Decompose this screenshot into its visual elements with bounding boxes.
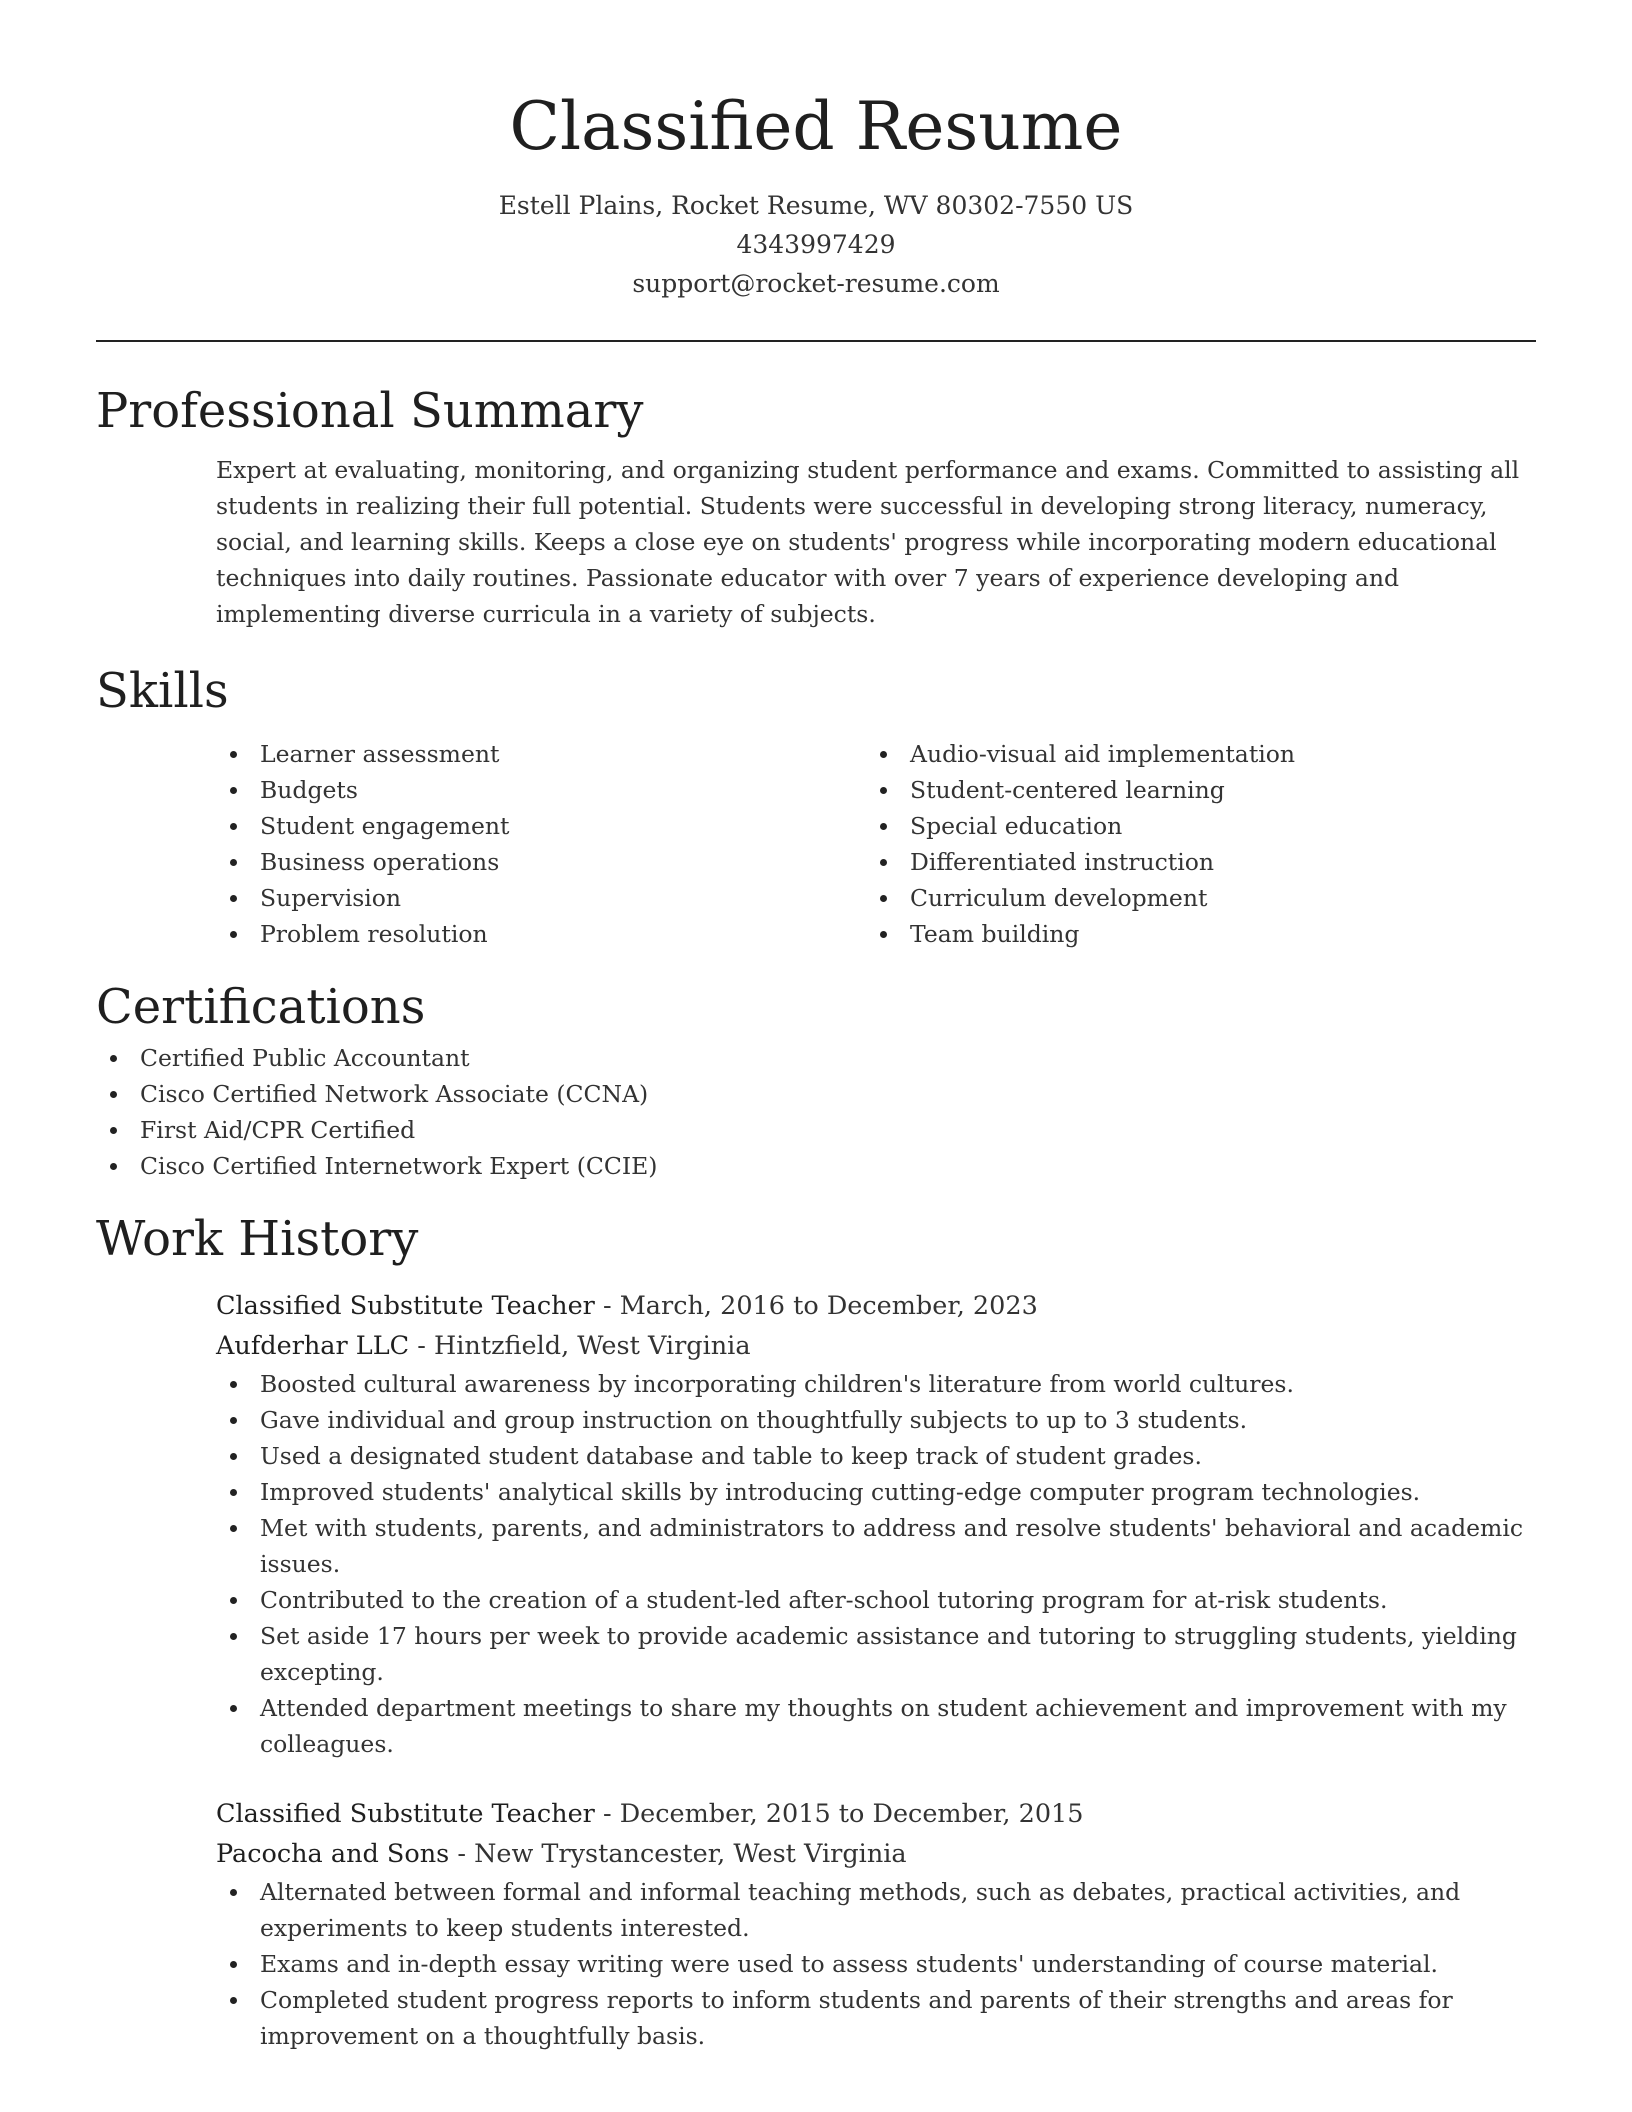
job-duty-item (216, 1874, 1546, 1946)
bullet-icon (230, 1381, 237, 1388)
job-duty-item (216, 1690, 1546, 1762)
certification-label: First Aid/CPR Certified (140, 1116, 416, 1144)
bullet-icon (230, 1489, 237, 1496)
skill-label: Supervision (260, 884, 402, 912)
skill-item (216, 916, 866, 952)
certification-item (96, 1076, 1536, 1112)
skill-item (866, 736, 1516, 772)
bullet-icon (230, 751, 237, 758)
bullet-icon (110, 1163, 117, 1170)
job-company-line: Pacocha and Sons - New Trystancester, West Virginia (216, 1839, 907, 1869)
certifications-list (96, 1040, 1536, 1184)
work-history-section (96, 1206, 1536, 2054)
job-company-line: Aufderhar LLC - Hintzfield, West Virginia (216, 1331, 751, 1361)
certifications-heading: Certifications (96, 979, 426, 1035)
skills-heading: Skills (96, 663, 229, 719)
skill-item (866, 772, 1516, 808)
contact-email: support@rocket-resume.com (632, 269, 1000, 298)
skill-label: Curriculum development (910, 884, 1208, 912)
bullet-icon (230, 1633, 237, 1640)
resume-header (96, 0, 1536, 342)
bullet-icon (880, 823, 887, 830)
skill-label: Student-centered learning (910, 776, 1225, 804)
bullet-icon (230, 1453, 237, 1460)
skill-item (866, 844, 1516, 880)
header-divider (96, 340, 1536, 342)
certification-label: Cisco Certified Network Associate (CCNA) (140, 1080, 649, 1108)
job-duty-item (216, 1438, 1546, 1474)
skill-label: Student engagement (260, 812, 510, 840)
job-duty-text: Improved students' analytical skills by introducing cutting-edge computer program technologies. (260, 1478, 1421, 1506)
bullet-icon (230, 859, 237, 866)
bullet-icon (230, 1889, 237, 1896)
job-title-line: Classified Substitute Teacher - December, 2015 to December, 2015 (216, 1799, 1084, 1829)
job-duties-list (216, 1366, 1546, 1762)
bullet-icon (230, 823, 237, 830)
bullet-icon (230, 1597, 237, 1604)
certification-item (96, 1040, 1536, 1076)
resume-name: Classified Resume (509, 88, 1123, 165)
job-entry (216, 1794, 1536, 2054)
job-duty-text: Alternated between formal and informal teaching methods, such as debates, practical activities, and experiments to keep students interested. (260, 1878, 1461, 1942)
bullet-icon (230, 1705, 237, 1712)
job-duty-text: Attended department meetings to share my thoughts on student achievement and improvement with my colleagues. (260, 1694, 1507, 1758)
skills-grid (216, 736, 1536, 952)
resume-page (96, 0, 1536, 2054)
skill-item (866, 808, 1516, 844)
job-company: Aufderhar LLC (216, 1331, 410, 1361)
job-duty-text: Used a designated student database and table to keep track of student grades. (260, 1442, 1202, 1470)
summary-section (96, 378, 1536, 632)
job-duty-text: Completed student progress reports to inform students and parents of their strengths and areas for improvement on a thoughtfully basis. (260, 1986, 1453, 2050)
bullet-icon (880, 751, 887, 758)
skills-list-right (866, 736, 1516, 952)
skill-item (216, 808, 866, 844)
skill-item (216, 844, 866, 880)
bullet-icon (230, 787, 237, 794)
contact-block (96, 186, 1536, 303)
job-duty-text: Gave individual and group instruction on thoughtfully subjects to up to 3 students. (260, 1406, 1248, 1434)
certification-label: Certified Public Accountant (140, 1044, 470, 1072)
summary-heading: Professional Summary (96, 383, 644, 439)
job-dates: March, 2016 to December, 2023 (619, 1291, 1038, 1321)
skills-list-left (216, 736, 866, 952)
skills-section (96, 658, 1536, 952)
contact-address: Estell Plains, Rocket Resume, WV 80302-7550 US (498, 191, 1134, 220)
skill-label: Differentiated instruction (910, 848, 1214, 876)
job-location: New Trystancester, West Virginia (474, 1839, 907, 1869)
job-duties-list (216, 1874, 1546, 2054)
job-role: Classified Substitute Teacher (216, 1291, 595, 1321)
skill-label: Audio-visual aid implementation (910, 740, 1296, 768)
job-duty-item (216, 1618, 1546, 1690)
skill-item (866, 880, 1516, 916)
certification-item (96, 1148, 1536, 1184)
job-duty-text: Contributed to the creation of a student-led after-school tutoring program for at-risk students. (260, 1586, 1388, 1614)
bullet-icon (230, 895, 237, 902)
job-entry (216, 1286, 1536, 1762)
skill-item (866, 916, 1516, 952)
certification-label: Cisco Certified Internetwork Expert (CCIE) (140, 1152, 658, 1180)
job-duty-item (216, 1474, 1546, 1510)
skill-item (216, 736, 866, 772)
bullet-icon (880, 787, 887, 794)
work-history-heading: Work History (96, 1211, 419, 1267)
skill-label: Learner assessment (260, 740, 500, 768)
job-duty-item (216, 1946, 1546, 1982)
bullet-icon (230, 1417, 237, 1424)
bullet-icon (230, 1961, 237, 1968)
bullet-icon (880, 931, 887, 938)
certifications-section (96, 974, 1536, 1184)
job-dates: December, 2015 to December, 2015 (619, 1799, 1084, 1829)
job-duty-text: Set aside 17 hours per week to provide academic assistance and tutoring to struggling students, yielding excepting. (260, 1622, 1517, 1686)
contact-phone: 4343997429 (736, 230, 896, 259)
skill-label: Special education (910, 812, 1123, 840)
job-duty-item (216, 1510, 1546, 1582)
job-duty-item (216, 1582, 1546, 1618)
bullet-icon (110, 1055, 117, 1062)
job-duty-text: Boosted cultural awareness by incorporating children's literature from world cultures. (260, 1370, 1294, 1398)
job-location: Hintzfield, West Virginia (434, 1331, 751, 1361)
job-duty-item (216, 1402, 1546, 1438)
bullet-icon (880, 859, 887, 866)
job-title-line: Classified Substitute Teacher - March, 2016 to December, 2023 (216, 1291, 1038, 1321)
bullet-icon (110, 1127, 117, 1134)
bullet-icon (230, 1997, 237, 2004)
bullet-icon (110, 1091, 117, 1098)
skill-label: Business operations (260, 848, 500, 876)
job-duty-item (216, 1982, 1546, 2054)
bullet-icon (230, 1525, 237, 1532)
job-company: Pacocha and Sons (216, 1839, 450, 1869)
skills-column-left (216, 736, 866, 952)
bullet-icon (230, 931, 237, 938)
job-duty-text: Met with students, parents, and administrators to address and resolve students' behavioral and academic issues. (260, 1514, 1524, 1578)
skill-label: Budgets (260, 776, 358, 804)
bullet-icon (880, 895, 887, 902)
job-duty-item (216, 1366, 1546, 1402)
skill-item (216, 772, 866, 808)
skill-item (216, 880, 866, 916)
skill-label: Team building (910, 920, 1080, 948)
job-duty-text: Exams and in-depth essay writing were used to assess students' understanding of course material. (260, 1950, 1439, 1978)
skills-column-right (866, 736, 1516, 952)
certification-item (96, 1112, 1536, 1148)
job-role: Classified Substitute Teacher (216, 1799, 595, 1829)
summary-text: Expert at evaluating, monitoring, and organizing student performance and exams. Committed to assisting all students in realizing their full potential. Students were successful in developing strong literacy, numeracy, social, and learning skills. Keeps a close eye on students' progress while incorporating modern educational techniques into daily routines. Passionate educator with over 7 years of experience developing and implementing diverse curricula in a variety of subjects. (216, 456, 1520, 628)
skill-label: Problem resolution (260, 920, 488, 948)
